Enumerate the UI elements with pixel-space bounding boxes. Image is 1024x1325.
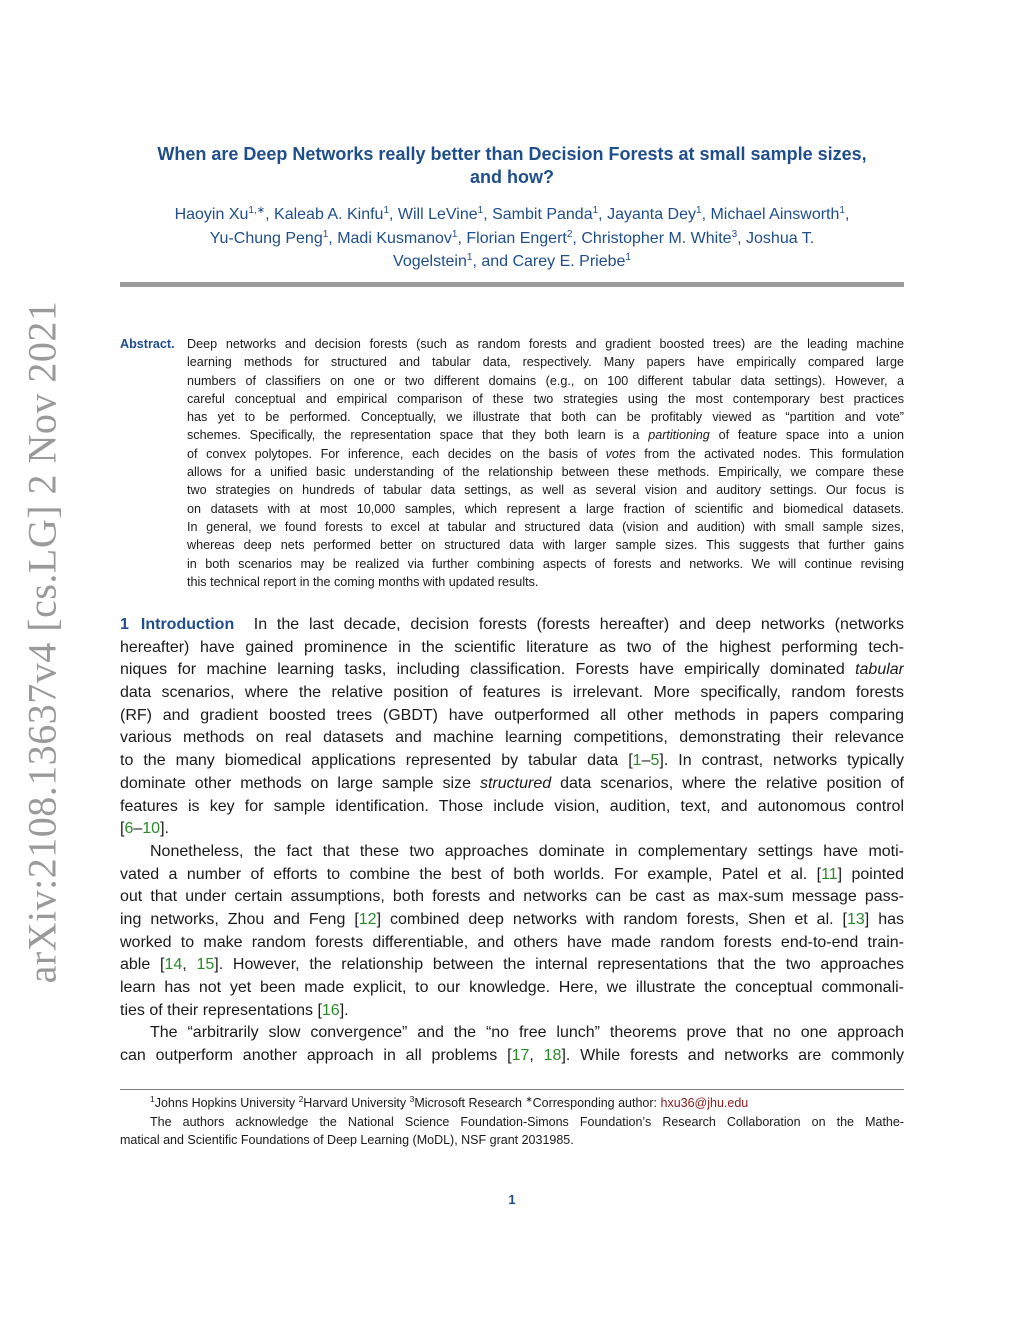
body-line: vated a number of efforts to combine the best of both worlds. For example, Patel et al. [11] pointed [120,865,904,883]
body-line: [6–10]. [120,820,169,838]
author-affiliation-mark: 1 [466,252,473,263]
body-line: out that under certain assumptions, both forests and networks can be cast as max-sum message pass- [120,888,904,906]
abstract-line: two strategies on hundreds of tabular data settings, as well as several vision and auditory settings. Our focus is [187,483,904,498]
footnotes [120,1094,904,1150]
body-line: hereafter) have gained prominence in the scientific literature as two of the highest performing tech- [120,638,904,656]
abstract-line: careful conceptual and empirical comparison of these two strategies using the most contemporary best practices [187,391,904,406]
corresponding-mark: ∗ [525,1094,533,1104]
author-affiliation-mark: 1 [477,205,484,216]
abstract-line: Deep networks and decision forests (such as random forests and gradient boosted trees) are the leading machine [187,337,904,351]
body-line: worked to make random forests differentiable, and others have made random forests end-to-end train- [120,933,904,951]
abstract-line: allows for a unified basic understanding of the relationship between these methods. Empirically, we compare these [187,465,904,480]
arxiv-stamp: arXiv:2108.13637v4 [cs.LG] 2 Nov 2021 [19,300,65,984]
author-affiliation-mark: 3 [731,228,738,240]
author-name: Florian Engert [466,229,567,247]
abstract-line: of convex polytopes. For inference, each decides on the basis of votes from the activated nodes. This formulation [187,446,904,461]
affiliation: Microsoft Research [414,1096,523,1110]
corresponding-label: Corresponding author: [532,1096,658,1110]
section-title: Introduction [140,616,235,633]
abstract-line: this technical report in the coming months with updated results. [187,574,539,589]
author-name: Sambit Panda [492,206,593,223]
affiliations-footnote [120,1094,904,1113]
acknowledgement-line: matical and Scientific Foundations of Deep Learning (MoDL), NSF grant 2031985. [120,1133,574,1147]
affiliation-mark: 3 [409,1094,415,1104]
author-affiliation-mark: 2 [566,228,573,240]
abstract-line: on datasets with at most 10,000 samples, which represent a large fraction of scientific and biomedical datasets. [187,501,904,516]
author-line-3: Vogelstein$^1$, and Carey E. Priebe$^1$ [393,252,631,270]
author-name: Michael Ainsworth [710,206,840,223]
body-line: can outperform another approach in all problems [17, 18]. While forests and networks are commonly [120,1047,904,1065]
author-name: Madi Kusmanov [337,229,452,247]
paper-title [120,143,904,189]
abstract-line: numbers of classifiers on one or two different domains (e.g., on 100 different tabular data settings). However, a [187,373,904,388]
author-name: Kaleab A. Kinfu [274,206,384,223]
affiliation-mark: 2 [298,1094,304,1104]
footnote-divider [120,1089,904,1090]
author-name: Yu-Chung Peng [209,229,323,247]
body-line [120,614,904,637]
author-name-split: Joshua T. [746,229,815,247]
abstract-line: in both scenarios may be realized via further combining aspects of forests and networks. We will continue revising [187,556,904,571]
section-heading [120,616,234,633]
author-name: Will LeVine [397,206,478,223]
body-line: Nonetheless, the fact that these two approaches dominate in complementary settings have moti- [150,842,904,860]
author-affiliation-mark: 1 [383,205,389,216]
body-line: niques for machine learning tasks, including classification. Forests have empirically dominated tabular [120,661,904,679]
title-divider [120,282,904,287]
author-line-1: Haoyin $Xu^{1,∗}$, Kaleab A. Kinfu$^1$, Will LeVine$^1$, Sambit Panda$^1$, Jayanta Dey$^1$, Michael Ainsworth$^1$, [174,205,850,223]
affiliation-mark: 1 [150,1094,155,1104]
body-line: dominate other methods on large sample size structured data scenarios, where the relative position of [120,774,904,792]
abstract-line: learning methods for structured and tabular data, respectively. Many papers have empirically compared large [187,355,904,370]
abstract-line: whereas deep nets performed better on structured data with larger sample sizes. This suggests that further gains [187,538,904,553]
abstract-label: Abstract. [120,337,175,351]
author-name: Christopher M. White [581,229,732,247]
body-line: ties of their representations [16]. [120,1001,349,1019]
introduction-section [120,614,904,1068]
acknowledgement-line: The authors acknowledge the National Science Foundation-Simons Foundation’s Research Collaboration on the Mathe- [150,1114,904,1129]
abstract-line: has yet to be performed. Conceptually, we illustrate that both can be profitably viewed as “partition and vote” [187,410,904,425]
author-list [120,203,904,274]
author-name: Jayanta Dey [607,206,696,223]
abstract-line: In general, we found forests to excel at tabular and structured data (vision and audition) with small sample sizes, [187,519,904,534]
body-line: able [14, 15]. However, the relationship between the internal representations that the two approaches [120,956,904,974]
abstract-line: schemes. Specifically, the representation space that they both learn is a partitioning of feature space into a union [187,428,904,443]
author-name: Carey E. Priebe [512,253,626,270]
author-affiliation-mark: 1,∗ [248,205,266,216]
author-affiliation-mark: 1 [451,228,458,240]
body-line: data scenarios, where the relative position of features is irrelevant. More specifically, random forests [120,684,904,702]
author-affiliation-mark: 1 [322,228,329,240]
author-affiliation-mark: 1 [696,205,702,216]
author-affiliation-mark: 1 [839,205,845,216]
author-name: Haoyin Xu [174,206,249,223]
author-affiliation-mark: 1 [592,205,599,216]
corresponding-email-link[interactable]: hxu36@jhu.edu [660,1096,749,1110]
body-line: features is key for sample identification. Those include vision, audition, text, and autonomous control [120,797,904,815]
author-name-split: Vogelstein [393,253,467,270]
affiliation: Johns Hopkins University [154,1096,296,1110]
author-line-2: Yu-Chung Peng$^1$, Madi Kusmanov$^1$, Florian Engert$^2$, Christopher M. White$^3$, Joshua T. [209,228,815,247]
body-line: learn has not yet been made explicit, to our knowledge. Here, we illustrate the conceptual commonali- [120,979,904,996]
title-line-2: and how? [470,167,554,187]
author-affiliation-mark: 1 [625,252,631,263]
section-number: 1 [120,616,129,633]
body-line: (RF) and gradient boosted trees (GBDT) have outperformed all other methods in papers comparing [120,706,904,724]
affiliation: Harvard University [303,1096,407,1110]
body-line: ing networks, Zhou and Feng [12] combined deep networks with random forests, Shen et al. [13] has [120,910,904,928]
page-number: 1 [508,1192,516,1207]
title-line-1: When are Deep Networks really better than Decision Forests at small sample sizes, [157,144,867,164]
body-text: In the last decade, decision forests (forests hereafter) and deep networks (networks [253,616,904,633]
body-line: The “arbitrarily slow convergence” and the “no free lunch” theorems prove that no one approach [150,1024,904,1042]
body-line: various methods on real datasets and machine learning competitions, demonstrating their relevance [120,729,904,747]
abstract [120,335,904,591]
body-line: to the many biomedical applications represented by tabular data [1–5]. In contrast, networks typically [120,752,904,770]
